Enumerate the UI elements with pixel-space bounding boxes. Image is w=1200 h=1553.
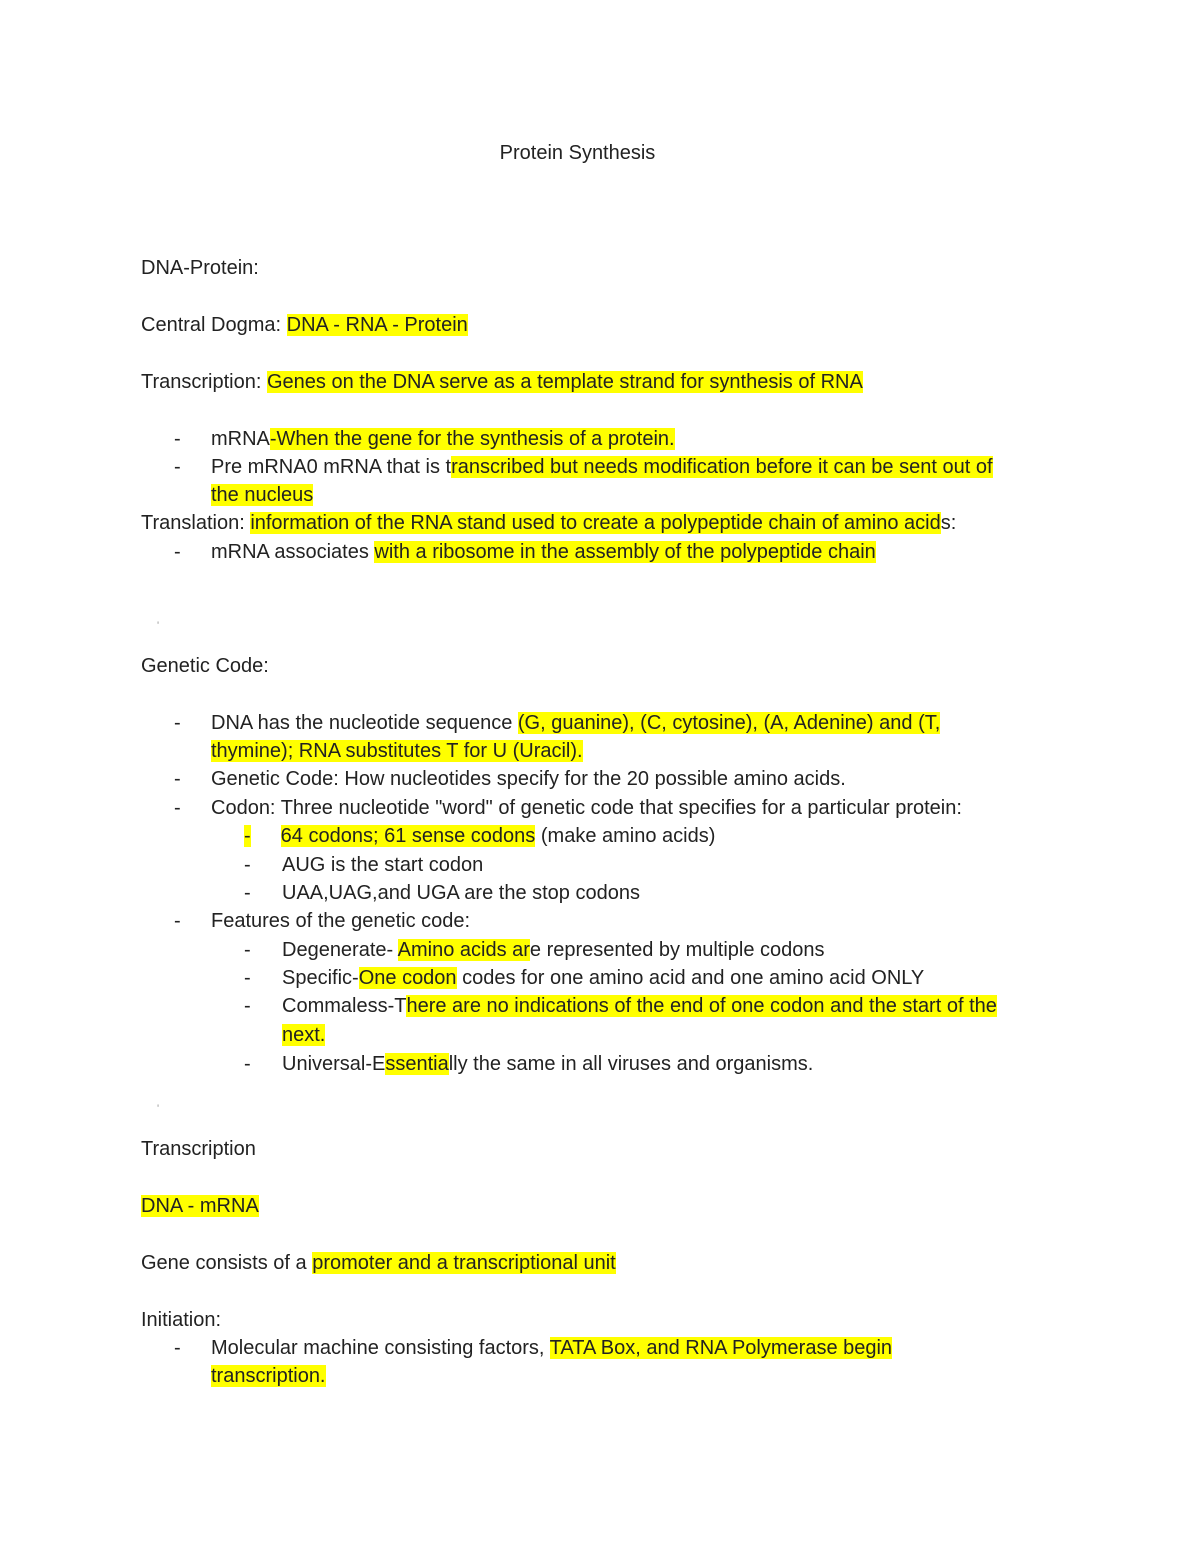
genetic-code-list-item: Genetic Code: How nucleotides specify for the 20 possible amino acids. (211, 768, 846, 790)
pre-mrna-highlight: ranscribed but needs modification before it can be sent out of (451, 456, 993, 478)
initiation-list-item (211, 1334, 892, 1362)
commaless-highlight: here are no indications of the end of one codon and the start of the (406, 995, 997, 1017)
gene-consists-line (141, 1249, 616, 1277)
ribosome-list-item (211, 538, 876, 566)
bullet-dash: - (174, 797, 181, 819)
nucleotide-list-item (211, 709, 940, 737)
specific-sublist-item (282, 964, 924, 992)
degenerate-label: Degenerate- (282, 939, 398, 961)
commaless-highlight-continued: next. (282, 1024, 326, 1046)
commaless-label: Commaless-T (282, 995, 407, 1017)
genetic-code-heading: Genetic Code: (141, 655, 269, 677)
nucleotide-highlight-continued: thymine); RNA substitutes T for U (Uracil). (211, 740, 583, 762)
central-dogma-label: Central Dogma: (141, 314, 287, 336)
initiation-text: Molecular machine consisting factors, (211, 1337, 550, 1359)
bullet-dash: - (174, 910, 181, 932)
gene-consists-text: Gene consists of a (141, 1252, 313, 1274)
nucleotide-highlight: (G, guanine), (C, cytosine), (A, Adenine) and (T, (517, 712, 941, 734)
degenerate-suffix: e represented by multiple codons (529, 939, 825, 961)
initiation-highlight-continued: transcription. (211, 1365, 326, 1387)
features-list-item: Features of the genetic code: (211, 910, 471, 932)
nucleotide-text: DNA has the nucleotide sequence (211, 712, 518, 734)
specific-label: Specific- (282, 967, 359, 989)
dna-mrna-line (141, 1192, 259, 1220)
nucleotide-list-item-continued (211, 737, 583, 765)
bullet-dash: - (174, 712, 181, 734)
ribosome-text: mRNA associates (211, 541, 375, 563)
bullet-dash-highlighted: - (244, 825, 251, 847)
ribosome-highlight: with a ribosome in the assembly of the polypeptide chain (374, 541, 876, 563)
codons-sublist-item (244, 822, 715, 850)
bullet-dash: - (244, 882, 251, 904)
transcription-heading: Transcription (141, 1138, 256, 1160)
specific-highlight: One codon (358, 967, 457, 989)
universal-suffix: lly the same in all viruses and organisms. (448, 1053, 814, 1075)
bullet-dash: - (174, 456, 181, 478)
translation-highlight: information of the RNA stand used to create a polypeptide chain of amino acid (250, 512, 941, 534)
specific-suffix: codes for one amino acid and one amino acid ONLY (456, 967, 925, 989)
universal-label: Universal-E (282, 1053, 386, 1075)
universal-highlight: ssentia (385, 1053, 449, 1075)
bullet-dash: - (244, 995, 251, 1017)
dna-protein-heading: DNA-Protein: (141, 257, 259, 279)
bullet-dash: - (174, 1337, 181, 1359)
document-title: Protein Synthesis (499, 142, 656, 164)
mrna-highlight: -When the gene for the synthesis of a protein. (269, 428, 675, 450)
central-dogma-line (141, 311, 468, 339)
commaless-sublist-item-continued (282, 1021, 325, 1049)
bullet-dash: - (174, 428, 181, 450)
translation-definition (141, 509, 956, 537)
bullet-dash: - (244, 967, 251, 989)
dna-mrna-highlight: DNA - mRNA (141, 1195, 259, 1217)
aug-sublist-item: AUG is the start codon (282, 854, 484, 876)
universal-sublist-item (282, 1050, 813, 1078)
transcription-label: Transcription: (141, 371, 267, 393)
empty-bullet-mark: ' (157, 620, 160, 632)
empty-bullet-mark: ' (157, 1103, 160, 1115)
pre-mrna-highlight-continued: the nucleus (211, 484, 314, 506)
translation-label: Translation: (141, 512, 251, 534)
pre-mrna-text: Pre mRNA0 mRNA that is t (211, 456, 452, 478)
mrna-text: mRNA (211, 428, 270, 450)
codon-list-item: Codon: Three nucleotide "word" of genetic code that specifies for a particular protein: (211, 797, 962, 819)
pre-mrna-list-item (211, 453, 993, 481)
initiation-highlight: TATA Box, and RNA Polymerase begin (549, 1337, 893, 1359)
central-dogma-highlight: DNA - RNA - Protein (286, 314, 468, 336)
pre-mrna-list-item-continued (211, 481, 313, 509)
transcription-definition (141, 368, 863, 396)
degenerate-sublist-item (282, 936, 825, 964)
transcription-highlight: Genes on the DNA serve as a template strand for synthesis of RNA (266, 371, 863, 393)
translation-suffix: s: (940, 512, 957, 534)
bullet-dash: - (174, 541, 181, 563)
bullet-dash: - (244, 939, 251, 961)
bullet-dash: - (244, 1053, 251, 1075)
codons-highlight: 64 codons; 61 sense codons (280, 825, 536, 847)
commaless-sublist-item (282, 992, 997, 1020)
degenerate-highlight: Amino acids ar (397, 939, 530, 961)
initiation-list-item-continued (211, 1362, 326, 1390)
bullet-dash: - (174, 768, 181, 790)
stop-codon-sublist-item: UAA,UAG,and UGA are the stop codons (282, 882, 640, 904)
bullet-dash: - (244, 854, 251, 876)
codons-suffix: (make amino acids) (535, 825, 716, 847)
mrna-list-item (211, 425, 675, 453)
initiation-heading: Initiation: (141, 1309, 222, 1331)
gene-consists-highlight: promoter and a transcriptional unit (312, 1252, 616, 1274)
